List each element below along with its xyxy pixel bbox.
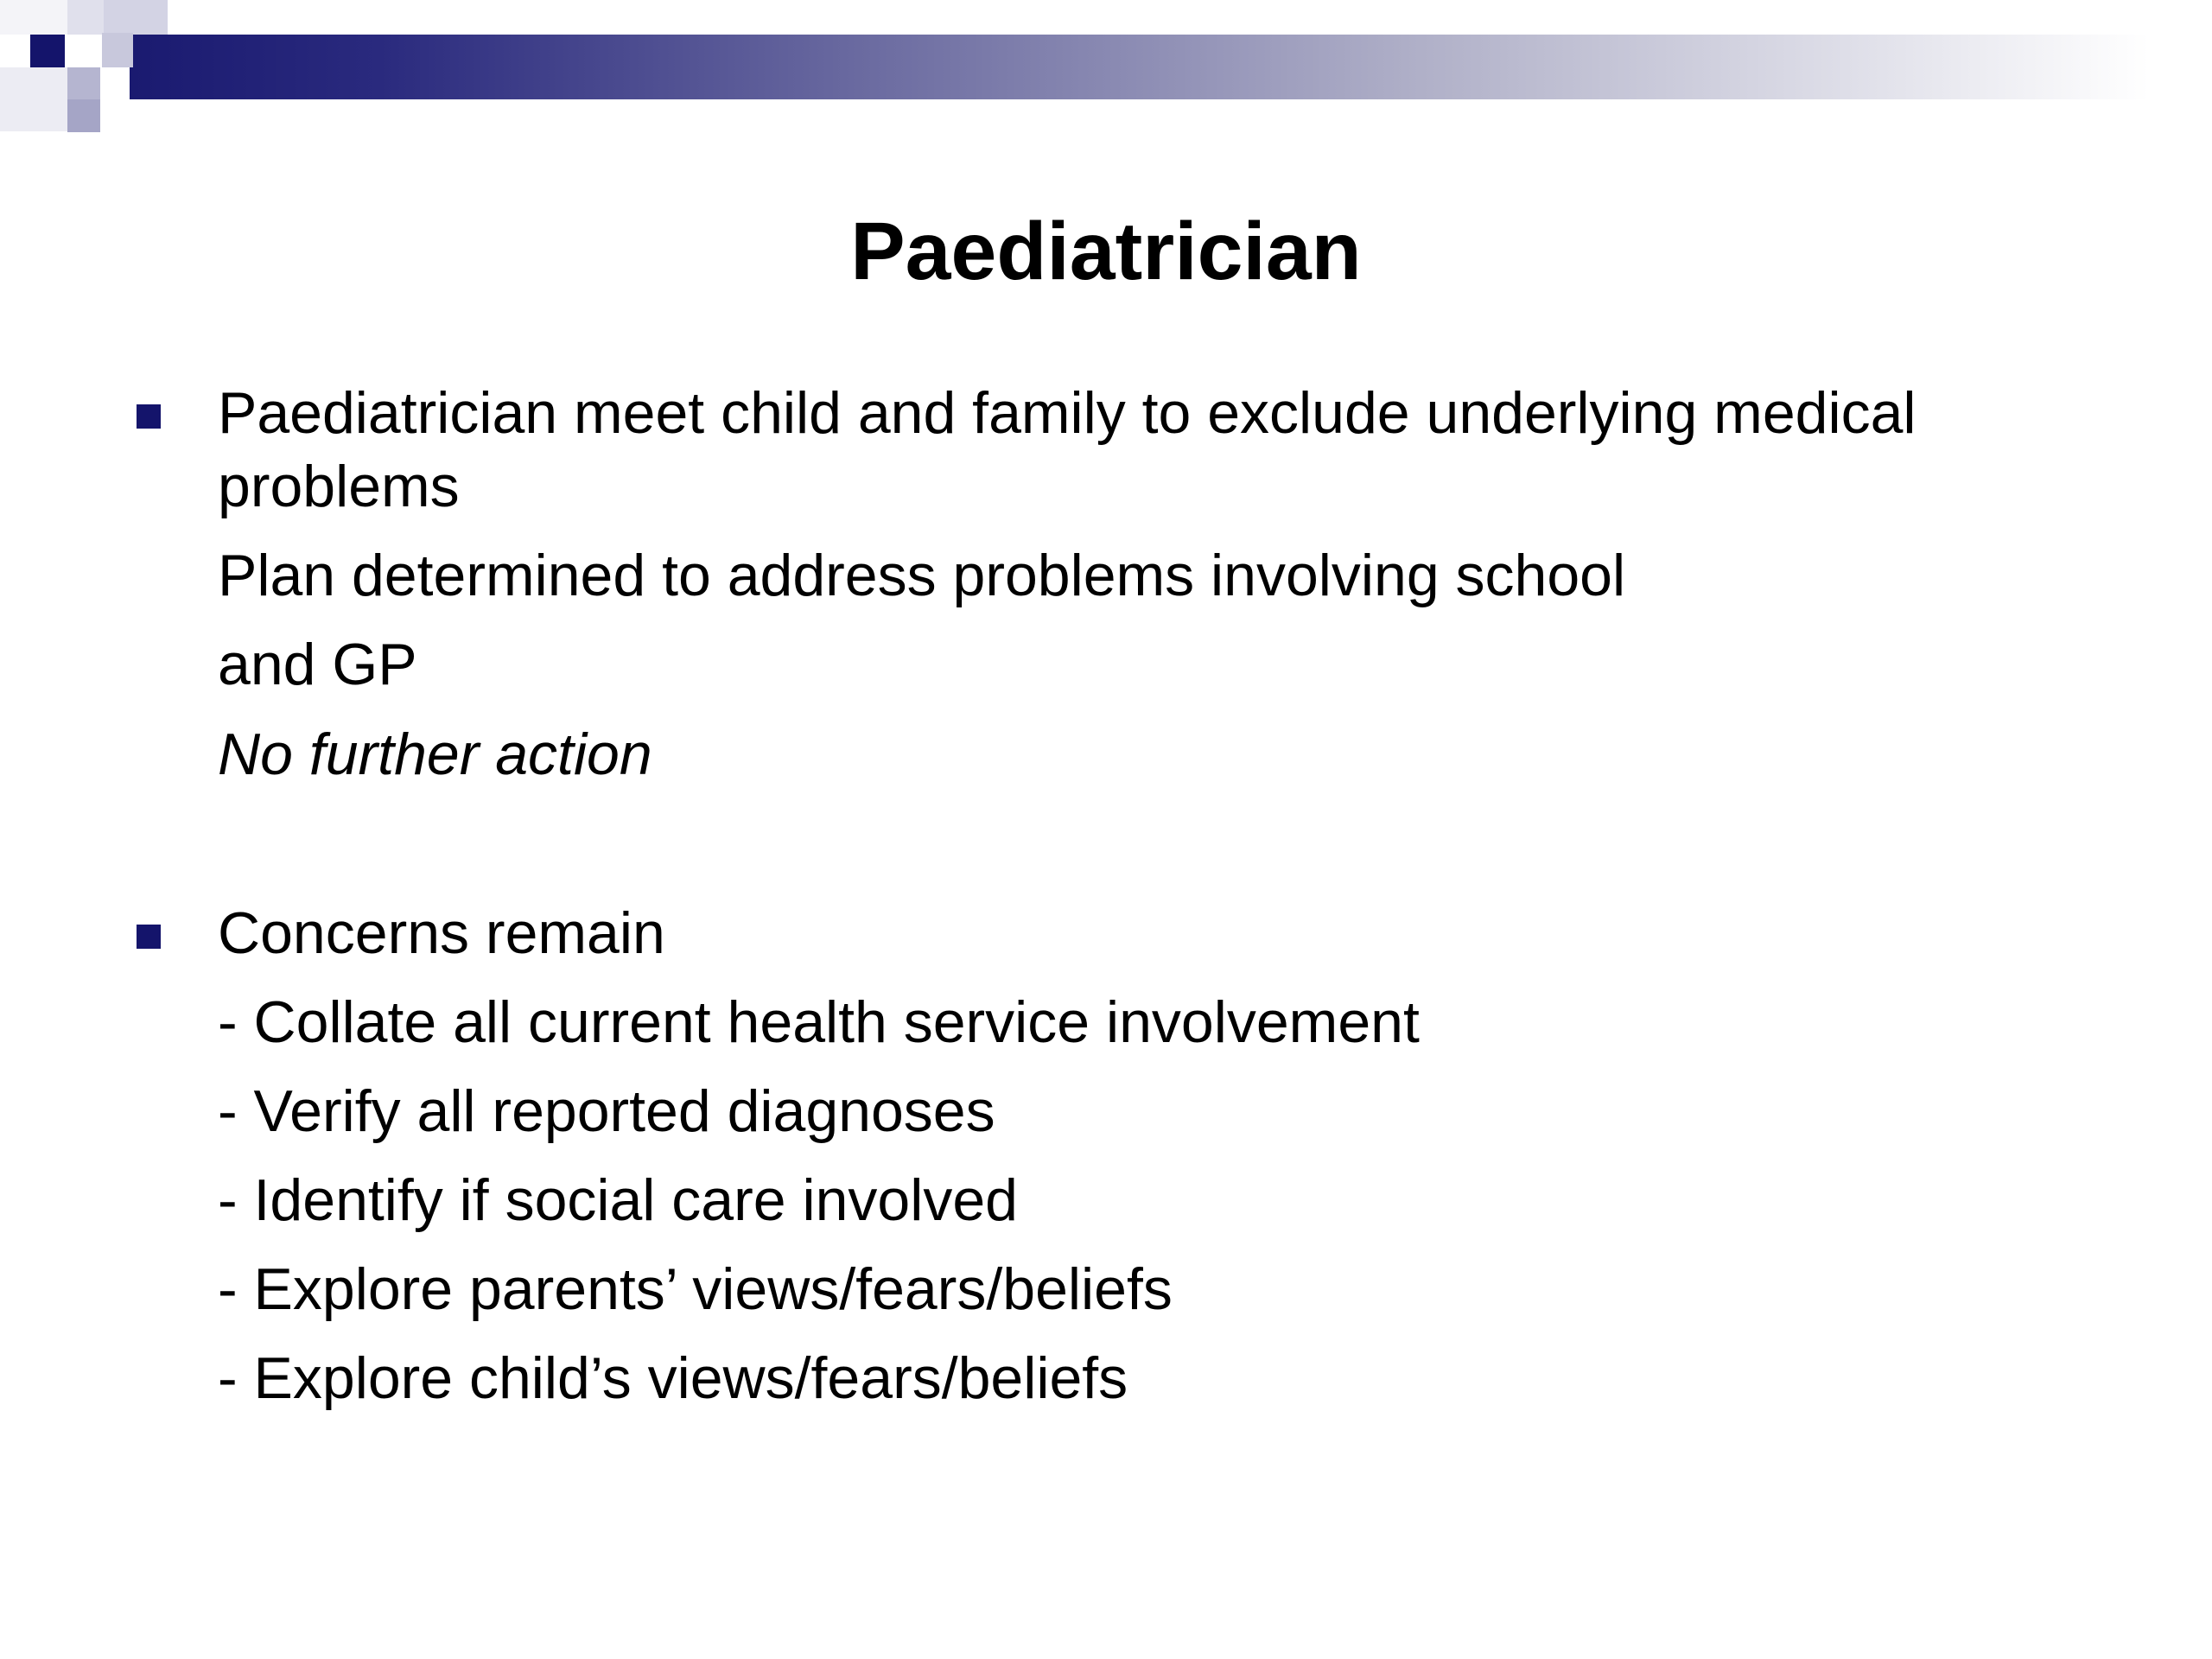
header-gradient-bar <box>130 35 2212 99</box>
decor-square <box>104 0 168 35</box>
decor-square <box>0 0 69 35</box>
slide-title: Paediatrician <box>850 206 1362 297</box>
bullet-2-line-4: - Identify if social care involved <box>218 1167 1018 1233</box>
bullet-2-line-5: - Explore parents’ views/fears/beliefs <box>218 1256 1173 1322</box>
decor-square <box>67 99 100 132</box>
bullet-1-line-2: problems <box>218 454 460 519</box>
bullet-1-line-1: Paediatrician meet child and family to exclude underlying medical <box>218 380 1916 446</box>
header-decoration <box>0 0 2212 138</box>
bullet-2-line-1: Concerns remain <box>218 900 665 966</box>
bullet-square-icon <box>137 925 161 949</box>
bullet-1-line-5: No further action <box>218 721 652 787</box>
decor-square <box>102 33 133 67</box>
decor-square <box>0 67 67 131</box>
bullet-1-line-4: and GP <box>218 632 417 697</box>
decor-square <box>30 35 65 67</box>
bullet-2-line-6: - Explore child’s views/fears/beliefs <box>218 1345 1128 1411</box>
bullet-2-line-2: - Collate all current health service involvement <box>218 989 1420 1055</box>
bullet-square-icon <box>137 404 161 429</box>
bullet-2-line-3: - Verify all reported diagnoses <box>218 1078 995 1144</box>
bullet-1-line-3: Plan determined to address problems involving school <box>218 543 1626 608</box>
decor-square <box>67 67 100 100</box>
